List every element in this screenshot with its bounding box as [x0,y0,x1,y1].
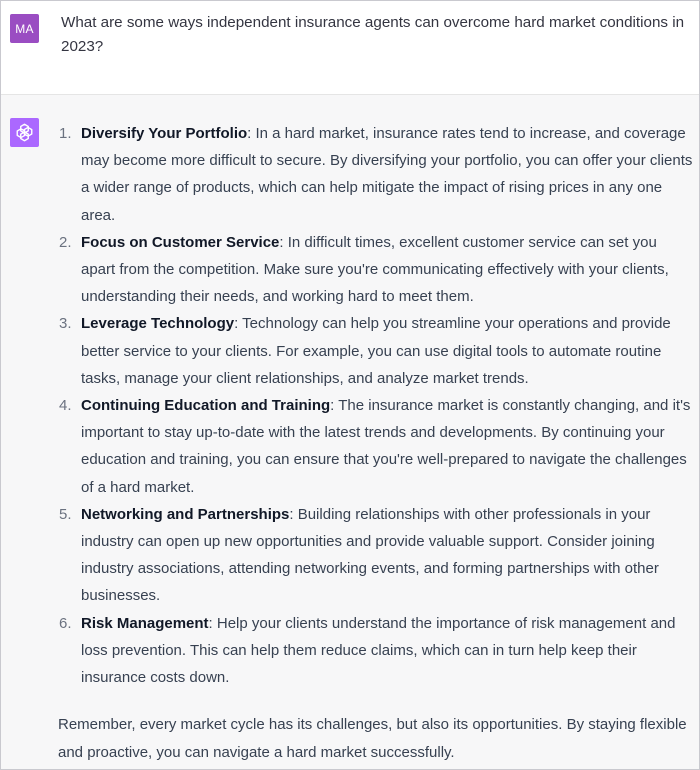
item-text: : Technology can help you streamline your operations and provide better service to your clients. For example, you can use digital tools to automate routine tasks, manage your client relationships, and analyze market trends. [81,315,671,387]
user-avatar [10,14,39,43]
list-item [59,501,695,610]
user-message [1,1,699,95]
openai-logo-icon [10,118,39,147]
list-number: 5. [59,505,72,523]
list-item [59,310,695,392]
user-avatar-initials: MA [15,21,34,36]
item-text: : In difficult times, excellent customer service can set you apart from the competition. Make sure you're communicating effectively with your clients, understanding their needs, and working hard to meet them. [81,233,669,306]
item-title: Networking and Partnerships [81,505,290,523]
list-number: 3. [59,315,72,333]
item-text: : Help your clients understand the importance of risk management and loss prevention. This can help them reduce claims, which can in turn help keep their insurance costs down. [81,614,676,687]
item-title: Continuing Education and Training [81,397,331,415]
list-number: 6. [59,614,72,632]
list-number: 4. [59,397,72,415]
list-item [59,392,695,501]
list-number: 1. [59,125,72,142]
item-text: : Building relationships with other professionals in your industry can open up new opportunities and provide valuable support. Consider joining industry associations, attending networking events, and forming partnerships with other businesses. [81,505,659,605]
list-item [59,610,695,692]
list-item [59,229,695,311]
item-title: Diversify Your Portfolio [81,125,248,142]
list-number: 2. [59,233,72,251]
user-question: What are some ways independent insurance agents can overcome hard market conditions in 2023? [61,14,685,55]
answer-list [59,120,695,691]
item-title: Risk Management [81,614,209,632]
item-text: : The insurance market is constantly changing, and it's important to stay up-to-date with the latest trends and developments. By continuing your education and training, you can ensure that you're well-prepared to navigate the challenges of a hard market. [81,397,691,496]
closing-paragraph: Remember, every market cycle has its challenges, but also its opportunities. By staying flexible and proactive, you can navigate a hard market successfully. [58,716,687,761]
item-title: Focus on Customer Service [81,233,280,251]
item-text: : In a hard market, insurance rates tend to increase, and coverage may become more difficult to secure. By diversifying your portfolio, you can offer your clients a wider range of products, which can help mitigate the impact of rising prices in any one area. [81,125,693,224]
assistant-message [1,95,699,770]
list-item [59,120,695,229]
item-title: Leverage Technology [81,315,235,333]
